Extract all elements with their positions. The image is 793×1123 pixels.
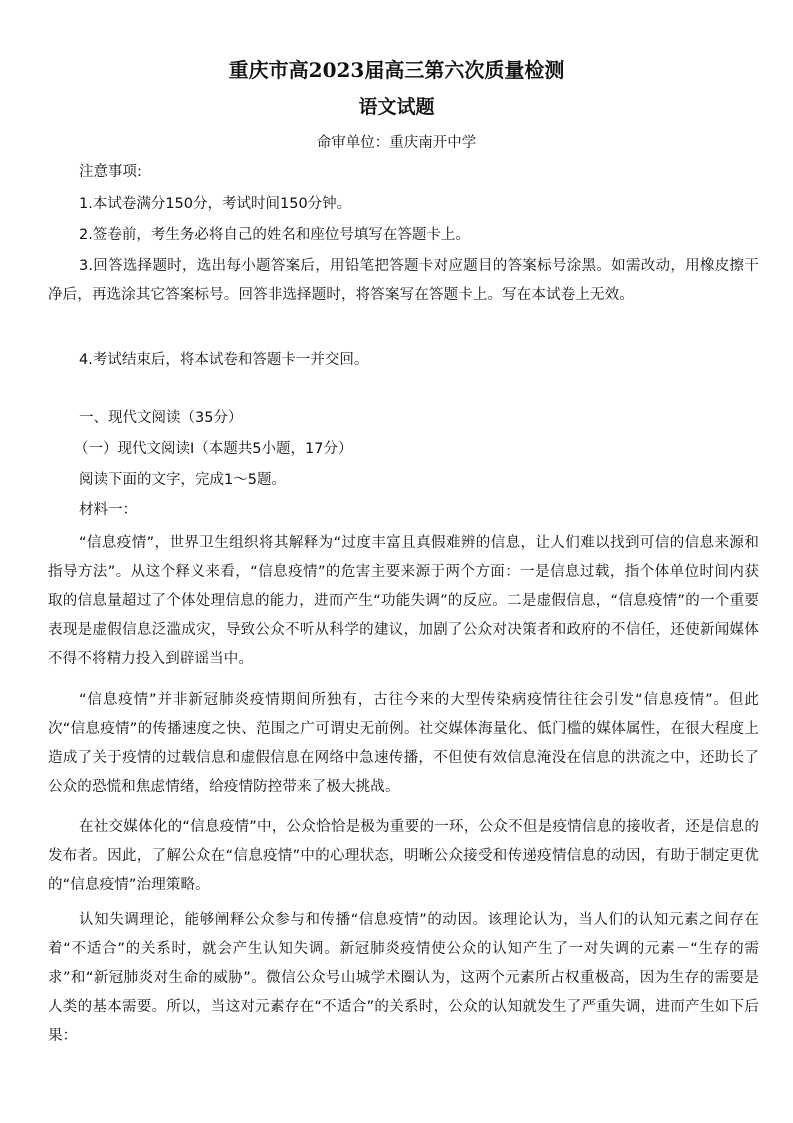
notice-item-2: 2.签卷前，考生务必将自己的姓名和座位号填写在答题卡上。 bbox=[79, 227, 470, 243]
notice-item-4: 4.考试结束后，将本试卷和答题卡一并交回。 bbox=[79, 352, 369, 368]
paragraph-1: “信息疫情”，世界卫生组织将其解释为“过度丰富且真假难辨的信息，让人们难以找到可信的信息来源和指导方法”。从这个释义来看，“信息疫情”的危害主要来源于两个方面：一是信息过载，指个体单位时间内获取的信息量超过了个体处理信息的能力，进而产生“功能失调”的反应。二是虚假信息，“信息疫情”的一个重要表现是虚假信息泛滥成灾，导致公众不听从科学的建议，加剧了公众对决策者和政府的不信任，还使新闻媒体不得不将精力投入到辟谣当中。 bbox=[48, 535, 759, 667]
section-subheading: （一）现代文阅读Ⅰ（本题共5小题，17分） bbox=[74, 441, 353, 457]
exam-subtitle: 语文试题 bbox=[358, 96, 435, 118]
notice-item-3: 3.回答选择题时，选出每小题答案后，用铅笔把答题卡对应题目的答案标号涂黑。如需改动，用橡皮擦干净后，再选涂其它答案标号。回答非选择题时，将答案写在答题卡上。写在本试卷上无效。 bbox=[48, 258, 759, 303]
paragraph-4: 认知失调理论，能够阐释公众参与和传播“信息疫情”的动因。该理论认为，当人们的认知元素之间存在着“不适合”的关系时，就会产生认知失调。新冠肺炎疫情使公众的认知产生了一对失调的元素－“生存的需求”和“新冠肺炎对生命的威胁”。微信公众号山城学术圈认为，这两个元素所占权重极高，因为生存的需要是人类的基本需要。所以，当这对元素存在“不适合”的关系时，公众的认知就发生了严重失调，进而产生如下后果： bbox=[48, 912, 759, 1044]
section-heading: 一、现代文阅读（35分） bbox=[79, 410, 243, 426]
material-label: 材料一： bbox=[79, 502, 137, 518]
reading-instruction: 阅读下面的文字，完成1～5题。 bbox=[79, 472, 286, 488]
setter-unit: 命审单位：重庆南开中学 bbox=[316, 135, 477, 151]
notice-item-1: 1.本试卷满分150分，考试时间150分钟。 bbox=[79, 196, 352, 212]
exam-title: 重庆市高2023届高三第六次质量检测 bbox=[228, 58, 565, 82]
paragraph-2: “信息疫情”并非新冠肺炎疫情期间所独有，古往今来的大型传染病疫情往往会引发“信息疫情”。但此次“信息疫情”的传播速度之快、范围之广可谓史无前例。社交媒体海量化、低门槛的媒体属性，在很大程度上造成了关于疫情的过载信息和虚假信息在网络中急速传播，不但使有效信息淹没在信息的洪流之中，还助长了公众的恐慌和焦虑情绪，给疫情防控带来了极大挑战。 bbox=[48, 692, 759, 795]
notice-heading: 注意事项: bbox=[79, 164, 142, 180]
paragraph-3: 在社交媒体化的“信息疫情”中，公众恰恰是极为重要的一环，公众不但是疫情信息的接收者，还是信息的发布者。因此，了解公众在“信息疫情”中的心理状态，明晰公众接受和传递疫情信息的动因，有助于制定更优的“信息疫情”治理策略。 bbox=[48, 819, 759, 893]
